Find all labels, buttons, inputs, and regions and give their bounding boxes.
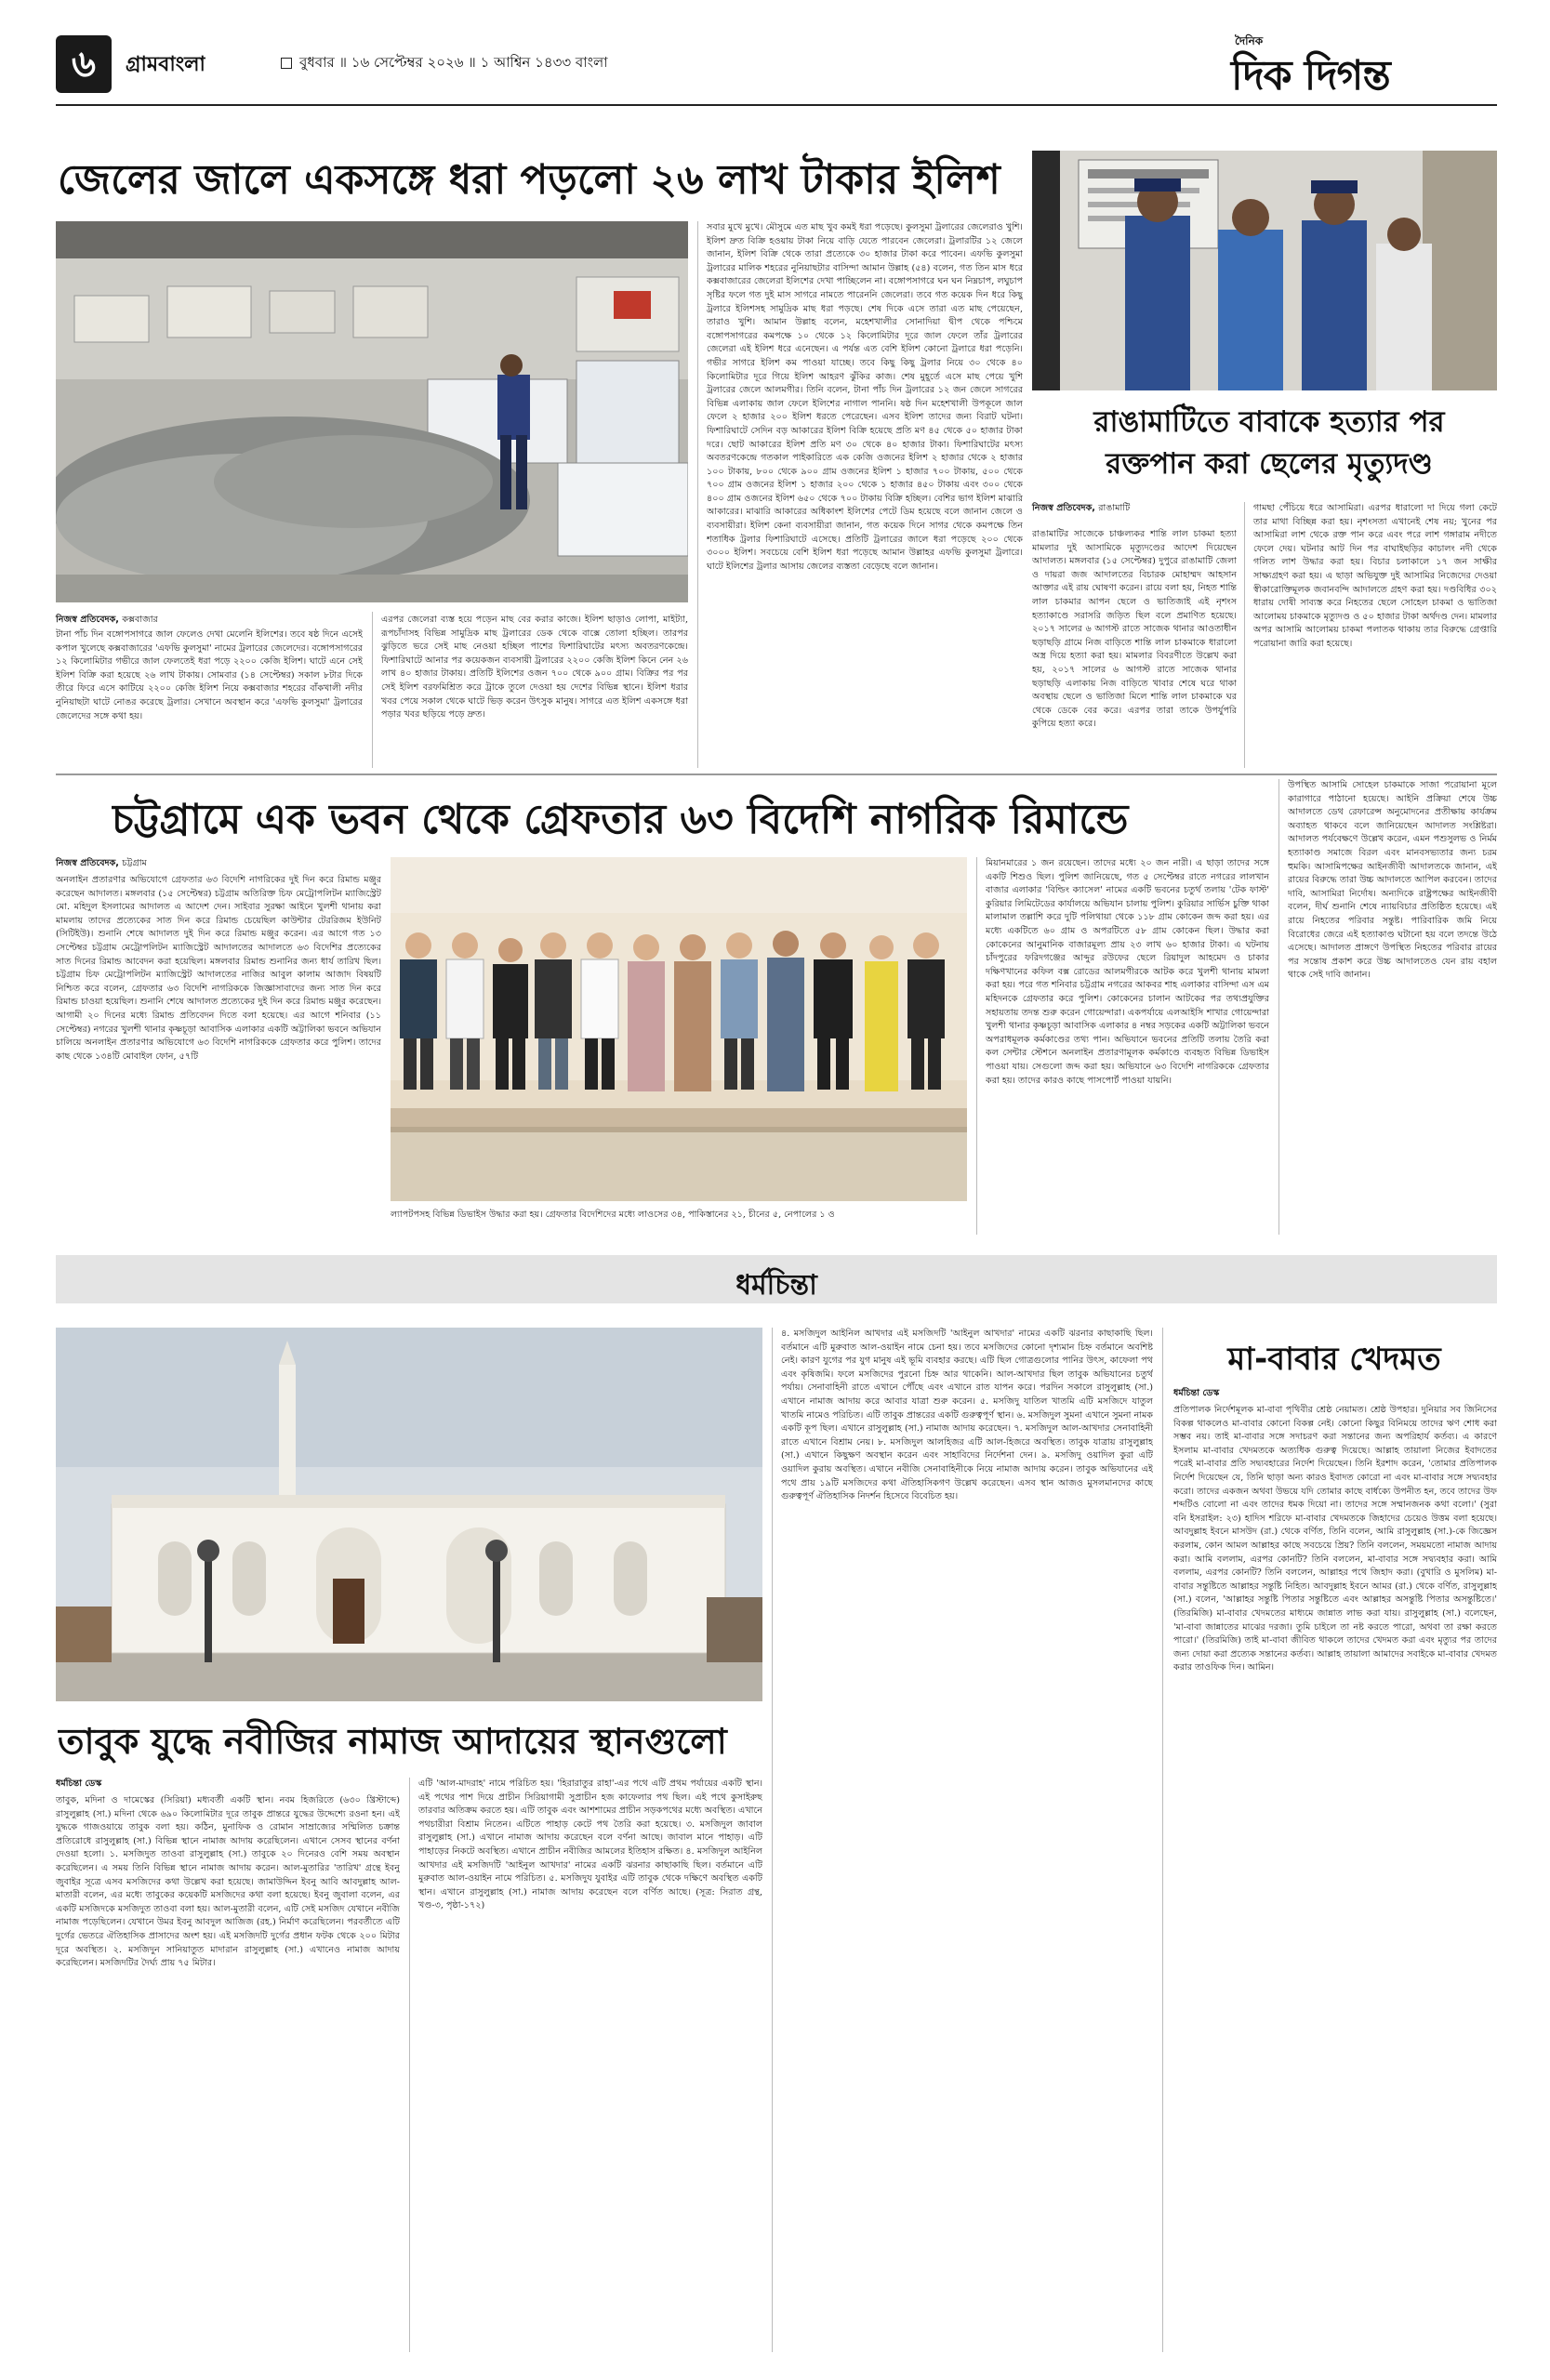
story1-col2: এরপর জেলেরা ব্যস্ত হয়ে পড়েন মাছ বের করার কাজে। ইলিশ ছাড়াও লোপা, মাইট্যা, রূপচাঁদাসহ বিভিন্ন সামুদ্রিক মাছ ট্রলারের ডেক থেকে বাক্সে তোলা হচ্ছিল। তারপর ঝুড়িতে ভরে সেই মাছ নেওয়া হচ্ছিল পাশের ফিশারিঘাটের মৎস্য অবতরণকেন্দ্রে। ফিশারিঘাটে আনার পর কয়েকজন ব্যবসায়ী ট্রলারের ২২০০ কেজি ইলিশ কিনে নেন ২৬ লাখ ৪০ হাজার টাকায়। প্রতিটি ইলিশের ওজন ৭০০ থেকে ৯০০ গ্রাম। বিক্রির পর পর সেই ইলিশ বরফমিশ্রিত করে ট্রাকে তুলে দেওয়া হয় দেশের বিভিন্ন স্থানে। ইলিশ ধরার খবর পেয়ে সকাল থেকে ঘাটে ভিড় করেন উৎসুক মানুষ। সাগরে এত ইলিশ একসঙ্গে ধরা পড়ার খবর ছড়িয়ে পড়ে দ্রুত। (381, 615, 688, 721)
story2-byline-name: নিজস্ব প্রতিবেদক, (1032, 503, 1095, 513)
tabuk-col1: তাবুক, মদিনা ও দামেস্কের (সিরিয়া) মধ্যবর্তী একটি স্থান। নবম হিজরিতে (৬৩০ খ্রিস্টাব্দে) রাসুলুল্লাহ (সা.) মদিনা থেকে ৬৯০ কিলোমিটার দূরে তাবুক প্রান্তরে যুদ্ধের উদ্দেশ্যে রওনা হন। এই যুদ্ধকে গাজওয়ায়ে তাবুক বলা হয়। কঠিন, মুনাফিক ও রোমান সাম্রাজ্যের সম্মিলিত চক্রান্ত প্রতিরোধে রাসুলুল্লাহ (সা.) বিভিন্ন স্থানে নামাজ আদায় করেছিলেন। এখানে সেসব স্থানের বর্ণনা দেওয়া হলো। ১. মসজিদুত তাওবা রাসুলুল্লাহ (সা.) তাবুকে ২০ দিনেরও বেশি সময় অবস্থান করেছিলেন। এ সময় তিনি বিভিন্ন স্থানে নামাজ আদায় করেন। আল-মুতারির 'তারিখ' গ্রন্থে ইবনু জুবাইর সূত্রে এসব মসজিদের কথা উল্লেখ করা হয়েছে। জামাউদ্দিন ইবনু আবি আবদুল্লাহ আল-মাতারী বলেন, এর মধ্যে তাবুকের কয়েকটি মসজিদের কথা বলা হয়েছে। ইবনু জুবালা বলেন, এর একটি মসজিদকে মসজিদুত তাওবা বলা হয়। আল-মুতারী বলেন, এটি সেই মসজিদ যেখানে নবীজি নামাজ পড়েছিলেন। যেখানে উমর ইবনু আবদুল আজিজ (রহ.) নির্মাণ করেছিলেন। পরবর্তীতে এটি দুর্গের ভেতরে ঐতিহাসিক প্রাসাদের অংশ হয়। এই মসজিদটি দুর্গের প্রধান ফটক থেকে ২০০ মিটার দূরে অবস্থিত। ২. মসজিদুন সানিয়াতুত মাদারান রাসুলুল্লাহ (সা.) এখানেও নামাজ আদায় করেছিলেন। মসজিদটির দৈর্ঘ্য প্রায় ৭৫ মিটার। (56, 1795, 400, 1969)
story3-byline (56, 857, 147, 871)
column-divider (409, 1778, 410, 2352)
story3-photo (391, 857, 967, 1201)
column-divider (697, 221, 698, 768)
story1-byline (56, 614, 158, 628)
story1-byline-place: কক্সবাজার (122, 615, 158, 625)
tabuk-headline: তাবুক যুদ্ধে নবীজির নামাজ আদায়ের স্থানগুলো (58, 1721, 727, 1762)
mabab-text: প্রতিপালক নির্দেশমূলক মা-বাবা পৃথিবীর শ্রেষ্ঠ নেয়ামত। শ্রেষ্ঠ উপহার। দুনিয়ার সব জিনিসের বিকল্প থাকলেও মা-বাবার কোনো বিকল্প নেই। কোনো কিছুর বিনিময়ে তাদের ঋণ শোধ করা সম্ভব নয়। তাই মা-বাবার সঙ্গে সদাচরণ করা সন্তানের জন্য অপরিহার্য কর্তব্য। এ কারণে ইসলাম মা-বাবার খেদমতকে অত্যধিক গুরুত্ব দিয়েছে। আল্লাহ তায়ালা নিজের ইবাদতের পরেই মা-বাবার প্রতি সদ্ব্যবহারের নির্দেশ দিয়েছেন। তিনি ইরশাদ করেন, 'তোমার প্রতিপালক নির্দেশ দিয়েছেন যে, তিনি ছাড়া অন্য কারও ইবাদত কোরো না এবং মা-বাবার সঙ্গে সদ্ব্যবহার করো। তাদের একজন অথবা উভয়ে যদি তোমার কাছে বার্ধক্যে উপনীত হন, তবে তাদের উফ শব্দটিও বোলো না এবং তাদের ধমক দিয়ো না। তাদের সঙ্গে সম্মানজনক কথা বলো।' (সুরা বনি ইসরাইল: ২৩) হাদিস শরিফে মা-বাবার খেদমতকে জিহাদের চেয়েও উত্তম বলা হয়েছে। আবদুল্লাহ ইবনে মাসউদ (রা.) থেকে বর্ণিত, তিনি বলেন, আমি রাসুলুল্লাহ (সা.)-কে জিজ্ঞেস করলাম, কোন আমল আল্লাহর কাছে সবচেয়ে প্রিয়? তিনি বললেন, সময়মতো নামাজ আদায় করা। আমি বললাম, এরপর কোনটি? তিনি বললেন, মা-বাবার সঙ্গে সদ্ব্যবহার করা। আমি বললাম, এরপর কোনটি? তিনি বললেন, আল্লাহর পথে জিহাদ করা। (বুখারি ও মুসলিম) মা-বাবার সন্তুষ্টিতে আল্লাহর সন্তুষ্টি নিহিত। আবদুল্লাহ ইবনে আমর (রা.) থেকে বর্ণিত, রাসুলুল্লাহ (সা.) বলেন, 'আল্লাহর সন্তুষ্টি পিতার সন্তুষ্টিতে এবং আল্লাহর অসন্তুষ্টি পিতার অসন্তুষ্টিতে।' (তিরমিজি) মা-বাবার খেদমতের মাধ্যমে জান্নাত লাভ করা যায়। রাসুলুল্লাহ (সা.) বলেছেন, 'মা-বাবা জান্নাতের মাঝের দরজা। তুমি চাইলে তা নষ্ট করতে পারো, অথবা তা রক্ষা করতে পারো।' (তিরমিজি) তাই মা-বাবা জীবিত থাকলে তাদের খেদমত করা এবং মৃত্যুর পর তাদের জন্য দোয়া করা প্রত্যেক সন্তানের কর্তব্য। আল্লাহ তায়ালা আমাদের সবাইকে মা-বাবার খেদমত করার তাওফিক দিন। আমিন। (1173, 1405, 1497, 1673)
column-divider (372, 612, 373, 768)
masthead (37, 28, 1516, 112)
tabuk-col3: ৪. মসজিদুল আইনিল আখদার এই মসজিদটি 'আইনুল আখদার' নামের একটি ঝরনার কাছাকাছি ছিল। বর্তমানে এটি মুরুবাত আল-ওয়াইন নামে চেনা হয়। তবে মসজিদের কোনো দৃশ্যমান চিহ্ন বর্তমানে অবশিষ্ট নেই। কারণ যুগের পর যুগ মানুষ এই ভূমি ব্যবহার করছে। এটি ছিল গোত্রগুলোর পানির উৎস, কাফেলা পথ এবং কৃষিজমি। ফলে মসজিদের পুরনো চিহ্ন আর থাকেনি। আল-আখদার ছিল তাবুক অভিযানের চতুর্থ পর্যায়। সেনাবাহিনী রাতে এখানে পৌঁছে এবং এখানে রাত যাপন করে। পরদিন সকালে রাসুলুল্লাহ (সা.) এখানে নামাজ আদায় করে আবার যাত্রা শুরু করেন। ৫. মসজিদু যাতিল খাতমি এটি মসজিদে যাতুল খাতমি নামেও পরিচিত। এটি তাবুক প্রান্তরের একটি গুরুত্বপূর্ণ স্থান। ৬. মসজিদুল সুমনা এখানে সুমনা নামক একটি কূপ ছিল। এখানে রাসুলুল্লাহ (সা.) নামাজ আদায় করেছেন। ৭. মসজিদুল আল-আখদার সেনাবাহিনী রাতে এখানে বিশ্রাম নেয়। ৮. মসজিদুল আলহিজর এটি আল-হিজরে অবস্থিত। তাবুক যাত্রায় রাসুলুল্লাহ (সা.) এখানে কিছুক্ষণ অবস্থান করেন এবং সাহাবিদের নির্দেশনা দেন। ৯. মসজিদু ওয়াদিল কুরা এটি ওয়াদিল কুরায় অবস্থিত। এখানে নবীজি সেনাবাহিনীকে নিয়ে নামাজ আদায় করেন। তাবুক অভিযানের এই পথে প্রায় ১৯টি মসজিদের কথা ঐতিহাসিকগণ উল্লেখ করেছেন। এসব স্থান আজও মুসলমানদের কাছে গুরুত্বপূর্ণ ঐতিহাসিক নিদর্শন হিসেবে বিবেচিত হয়। (781, 1329, 1153, 1502)
page-number: ৬ (71, 43, 96, 86)
story3-byline-name: নিজস্ব প্রতিবেদক, (56, 858, 119, 868)
story1-col3: সবার মুখে মুখে। মৌসুমে এত মাছ খুব কমই ধরা পড়েছে। কুলসুমা ট্রলারের জেলেরাও খুশি। ইলিশ দ্রুত বিক্রি হওয়ায় টাকা নিয়ে বাড়ি যেতে পারবেন জেলেরা। ট্রলারটির ১২ জেলে জানান, ইলিশ বিক্রি থেকে তারা প্রত্যেকে ৩০ হাজার টাকা করে পাবেন। এফভি কুলসুমা ট্রলারের মালিক শহরের নুনিয়াছটার বাসিন্দা আমান উল্লাহ (৫৪) বলেন, গত তিন মাস ধরে কক্সবাজারের জেলেরা ইলিশের দেখা পাচ্ছিলেন না। বঙ্গোপসাগরে ঘন ঘন নিম্নচাপ, লঘুচাপ সৃষ্টির ফলে গত দুই মাস সাগরে নামতে পারেননি জেলেরা। তবে গত কয়েক দিন ধরে কিছু ট্রলারে ইলিশসহ সামুদ্রিক মাছ ধরা পড়ছে। শেষ দিকে এসে তারা এত মাছ পেয়েছেন, তারাও খুশি। আমান উল্লাহ বলেন, মহেশখালীর সোনাদিয়া দ্বীপ থেকে পশ্চিমে বঙ্গোপসাগরের কমপক্ষে ১০ থেকে ১২ কিলোমিটার দূরে জাল ফেলে তাঁর ট্রলারের জেলেরা এই ইলিশ ধরে এনেছেন। এ পর্যন্ত এত বেশি ইলিশ কোনো ট্রলারে ধরা পড়েনি। গভীর সাগরে ইলিশ কম পাওয়া যাচ্ছে। তবে কিছু কিছু ট্রলার নিয়ে ৩০ থেকে ৪০ কিলোমিটার দূরে গিয়ে ইলিশ আহরণ ঝুঁকির কাজ। শেষ মুহূর্তে এসে মাছ পেয়ে খুশি ট্রলারের জেলে আলমগীর। তিনি বলেন, টানা পাঁচ দিন ট্রলারের ১২ জন জেলে সাগরের বিভিন্ন এলাকায় জাল ফেলে ইলিশের নাগাল পাননি। ষষ্ঠ দিন মহেশখালী উপকূলে জাল ফেলে ২ হাজার ২০০ ইলিশ ধরতে পেরেছেন। এসব ইলিশ তাদের জন্য বিরাট ঘটনা। ফিশারিঘাটে সেদিন বড় আকারের ইলিশ বিক্রি হয়েছে প্রতি মণ ৪৫ থেকে ৫০ হাজার টাকা দরে। ছোট আকারের ইলিশ প্রতি মণ ৩০ থেকে ৪০ হাজার টাকা। ফিশারিঘাটের মৎস্য অবতরণকেন্দ্রে গতকাল পাইকারিতে এক কেজি ওজনের ইলিশ ২ হাজার থেকে ২ হাজার ১০০ টাকায়, ৮০০ থেকে ৯০০ গ্রাম ওজনের ইলিশ ১ হাজার ৭০০ টাকায়, ৫০০ থেকে ৭০০ গ্রাম ওজনের ইলিশ ১ হাজার ২০০ থেকে ১ হাজার ৪৫০ টাকায় এবং ৩০০ থেকে ৪০০ গ্রাম ওজনের ইলিশ ৬৫০ থেকে ৭০০ টাকায় বিক্রি হচ্ছিল। বেশির ভাগ ইলিশ মাঝারি আকারের। মাঝারি আকারের অধিকাংশ ইলিশের পেটে ডিম হয়েছে বলে জানান জেলে ও ব্যবসায়ীরা। ইলিশ কেনা ব্যবসায়ীরা জানান, গত কয়েক দিনে সাগর থেকে কমপক্ষে তিন শতাধিক ট্রলার ফিশারিঘাটে এসেছে। প্রতিটি ট্রলারের জালে ধরা পড়েছে ২০০ থেকে ৩০০০ ইলিশ। সবচেয়ে বেশি ইলিশ ধরা পড়েছে আমান উল্লাহর এফভি কুলসুমা ট্রলারে। ঘাটে ইলিশের ট্রলার আসায় জেলের ব্যস্ততা বেড়েছে বলে জানান। (707, 222, 1023, 572)
masthead-rule (56, 104, 1497, 106)
story2-byline (1032, 502, 1130, 516)
date-line: বুধবার ॥ ১৬ সেপ্টেম্বর ২০২৬ ॥ ১ আশ্বিন ১৪৩৩ বাংলা (299, 54, 608, 71)
story3-byline-place: চট্টগ্রাম (122, 858, 147, 868)
column-divider (1278, 779, 1279, 1235)
section-rule (56, 774, 1497, 775)
logo-small-text: দৈনিক (1235, 34, 1264, 47)
story1-col1: টানা পাঁচ দিন বঙ্গোপসাগরে জাল ফেলেও দেখা মেলেনি ইলিশের। তবে ষষ্ঠ দিনে এসেই কপাল খুলেছে কক্সবাজারের 'এফভি কুলসুমা' নামের ট্রলারের জেলেদের। বঙ্গোপসাগরের ১২ কিলোমিটার গভীরে জাল ফেলতেই ধরা পড়ে ২২০০ কেজি ইলিশ। ঘাটে এনে সেই ইলিশ বিক্রি করা হয়েছে ২৬ লাখ টাকায়। সোমবার (১৪ সেপ্টেম্বর) সকাল ৮টার দিকে তীরে ফিরে এসে কাটিয়ে ২২০০ কেজি ইলিশ নিয়ে কক্সবাজার শহরের বাঁকখালী নদীর নুনিয়াছটা ঘাটে নোঙর করেছে ট্রলার। সেখানে অবস্থান করে 'এফভি কুলসুমা' ট্রলারের জেলেদের সঙ্গে কথা হয়। (56, 629, 363, 721)
column-divider (976, 857, 977, 1235)
story3-headline: চট্টগ্রামে এক ভবন থেকে গ্রেফতার ৬৩ বিদেশি নাগরিক রিমান্ডে (112, 796, 1129, 843)
story2-col1: রাঙামাটির সাজেকে চাঞ্চল্যকর শান্তি লাল চাকমা হত্যা মামলার দুই আসামিকে মৃত্যুদণ্ডের আদেশ দিয়েছেন আদালত। মঙ্গলবার (১৫ সেপ্টেম্বর) দুপুরে রাঙামাটি জেলা ও দায়রা জজ আদালতের বিচারক মোহাম্মদ আহসান আক্তার এই রায় ঘোষণা করেন। রায়ে বলা হয়, নিহত শান্তি লাল চাকমার আপন ছেলে ও ভাতিজাই এই নৃশংস হত্যাকাণ্ডে সরাসরি জড়িত ছিল বলে প্রমাণিত হয়েছে। ২০১৭ সালের ৬ আগস্ট রাতে সাজেক থানার আওতাধীন ছড়াছড়ি গ্রামে নিজ বাড়িতে শান্তি লাল চাকমাকে ধারালো অস্ত্র দিয়ে হত্যা করা হয়। মামলার বিবরণীতে উল্লেখ করা হয়, ২০১৭ সালের ৬ আগস্ট রাতে সাজেক থানার ছড়াছড়ি এলাকায় নিজ বাড়িতে খাবার শেষে ঘরে থাকা অবস্থায় ছেলে ও ভাতিজা মিলে শান্তি লাল চাকমাকে ঘর থেকে ডেকে বের করে। এরপর তারা তাকে উপর্যুপরি কুপিয়ে হত্যা করে। (1032, 529, 1237, 730)
column-divider (1244, 502, 1245, 768)
logo (1218, 28, 1516, 102)
story3-col2: মিয়ানমারের ১ জন রয়েছেন। তাদের মধ্যে ২০ জন নারী। এ ছাড়া তাদের সঙ্গে একটি শিশুও ছিল। পুলিশ জানিয়েছে, গত ৫ সেপ্টেম্বর রাতে নগরের লালখান বাজার এলাকার 'বিল্ডিং ক্যাসেল' নামের একটি ভবনের চতুর্থ তলায় 'টেক ফাস্ট' কুরিয়ার লিমিটেডের কার্যালয়ে অভিযান চালায় পুলিশ। কুরিয়ার সার্ভিস চুক্তি থাকা মালামাল তল্লাশি করে দুটি পলিথায়া থেকে ১১৮ গ্রাম কোকেন জব্দ করা হয়। এর মধ্যে একটিতে ৬০ গ্রাম ও অপরটিতে ৫৮ গ্রাম কোকেন ছিল। উদ্ধার করা কোকেনের আনুমানিক বাজারমূল্য প্রায় ২৩ লাখ ৬০ হাজার টাকা। এ ঘটনায় চাঁদপুরের ফরিদগঞ্জের আব্দুর রউফের ছেলে রিয়াদুল আহমেদ ও চাকার দক্ষিণখানের কফিল বক্স রোডের আলমগীরকে আটক করে খুলশী থানায় মামলা করা হয়। পরে গত শনিবার চট্টগ্রাম নগরের আকবর শাহ এলাকার বাসিন্দা এস এম মহিদনকে গ্রেফতার করে পুলিশ। কোকেনের চালান আটকের পর তথ্যপ্রযুক্তির সহায়তায় তদন্ত শুরু করেন গোয়েন্দারা। একপর্যায়ে এলআইসি শাখার গোয়েন্দারা খুলশী থানার কৃষ্ণচূড়া আবাসিক এলাকার ৪ নম্বর সড়কের একটি অট্টালিকা ভবনে অপরাধমূলক কর্মকাণ্ডের তথ্য পান। অভিযানে ভবনের প্রতিটি তলায় তৈরি করা কল সেন্টার স্টেশনে অনলাইন প্রতারণামূলক কর্মকাণ্ডে ব্যবহৃত বিভিন্ন ডিভাইস পাওয়া যায়। সেগুলো জব্দ করা হয়। অভিযানে ৬৩ বিদেশি নাগরিককে গ্রেফতার করা হয়। তাদের কারও কাছে পাসপোর্ট পাওয়া যায়নি। (986, 858, 1269, 1086)
story2-byline-place: রাঙামাটি (1098, 503, 1131, 513)
date-marker (281, 58, 292, 69)
tabuk-byline: ধর্মচিন্তা ডেস্ক (56, 1778, 102, 1789)
section-name: গ্রামবাংলা (126, 53, 205, 76)
column-divider (772, 1328, 773, 2352)
mabab-headline: মা-বাবার খেদমত (1227, 1341, 1441, 1378)
tabuk-col2: এটি 'আল-মাদরাহ' নামে পরিচিত হয়। 'হিরারাতুর রাহা'-এর পথে এটি প্রথম পর্যায়ের একটি স্থান। এই পথের পাশ দিয়ে প্রাচীন সিরিয়াগামী সুপ্রাচীন হজ কাফেলার পথ ছিল। এই পথে কুসাইরুছ তারবার অতিক্রম করতে হয়। এটি তাবুক এবং আশশামের প্রাচীন সড়কপথের মধ্যে অবস্থিত। এখানে পথচারীরা বিশ্রাম নিতেন। এটিতে পাহাড় কেটে পথ তৈরি করা হয়েছে। ৩. মসজিদুল জাবাল রাসুলুল্লাহ (সা.) এখানে নামাজ আদায় করেছেন বলে বর্ণনা আছে। জাবাল মানে পাহাড়। এটি পাহাড়ের নিকটে অবস্থিত। এখানে প্রাচীন নবীজির আমলের ইতিহাস রক্ষিত। ৪. মসজিদুল আইনিল আখদার এই মসজিদটি 'আইনুল আখদার' নামের একটি ঝরনার কাছাকাছি ছিল। বর্তমানে এটি মুরুবাত আল-ওয়াইন নামে পরিচিত। ৫. মসজিদুয যুবাইর এটি তাবুক থেকে দক্ষিণে অবস্থিত একটি স্থান। এখানে রাসুলুল্লাহ (সা.) নামাজ আদায় করেছেন বলে বর্ণিত আছে। (সূত্র: সিরাত গ্রন্থ, খণ্ড-৩, পৃষ্ঠা-১৭২) (418, 1778, 762, 1911)
story2-headline-line1: রাঙামাটিতে বাবাকে হত্যার পর (1093, 405, 1445, 439)
story1-headline: জেলের জালে একসঙ্গে ধরা পড়লো ২৬ লাখ টাকার ইলিশ (58, 156, 1000, 204)
story2-col2: গামছা পেঁচিয়ে ধরে আসামিরা। এরপর ধারালো দা দিয়ে গলা কেটে তার মাথা বিচ্ছিন্ন করা হয়। নৃশংসতা এখানেই শেষ নয়; খুনের পর আসামিরা লাশ থেকে রক্ত পান করে এবং পরে লাশ গঙ্গারাম নদীতে ফেলে দেয়। ঘটনার আট দিন পর বাঘাইছড়ির কাচালং নদী থেকে গলিত লাশ উদ্ধার করা হয়। বিচার চলাকালে ১৭ জন সাক্ষীর সাক্ষ্যগ্রহণ করা হয়। এ ছাড়া অভিযুক্ত দুই আসামির নিজেদের দেওয়া স্বীকারোক্তিমূলক জবানবন্দি আদালতে গ্রহণ করা হয়। দণ্ডবিধির ৩০২ ধারায় দোষী সাব্যস্ত করে নিহতের ছেলে সোহেল চাকমা ও ভাতিজা আলোময় চাকমাকে মৃত্যুদণ্ড ও ৫০ হাজার টাকা অর্থদণ্ড দেন। মামলার অপর আসামি আলোময় চাকমা পলাতক থাকায় তার বিরুদ্ধে গ্রেপ্তারি পরোয়ানা জারি করা হয়েছে। (1253, 503, 1497, 649)
story2-col3: উপস্থিত আসামি সোহেল চাকমাকে সাজা পরোয়ানা মূলে কারাগারে পাঠানো হয়েছে। আইনি প্রক্রিয়া শেষে উচ্চ আদালতে ডেথ রেফারেন্স অনুমোদনের প্রতীক্ষায় কার্যক্রম অব্যাহত থাকবে বলে জানিয়েছেন আদালত সংশ্লিষ্টরা। আদালত পর্যবেক্ষণে উল্লেখ করেন, এমন পশুসুলভ ও নির্মম হত্যাকাণ্ড সমাজে বিরল এবং মানবসভ্যতার জন্য চরম হুমকি। আসামিপক্ষের আইনজীবী আদালতকে জানান, এই রায়ের বিরুদ্ধে তারা উচ্চ আদালতে আপিল করবেন। তাদের দাবি, আসামিরা নির্দোষ। অন্যদিকে রাষ্ট্রপক্ষের আইনজীবী বলেন, দীর্ঘ শুনানি শেষে ন্যায়বিচার প্রতিষ্ঠিত হয়েছে। এই রায়ে নিহতের পরিবার সন্তুষ্ট। পারিবারিক জমি নিয়ে বিরোধের জেরে এই হত্যাকাণ্ড ঘটানো হয় বলে তদন্তে উঠে এসেছে। আদালত প্রাঙ্গণে উপস্থিত নিহতের পরিবার রায়ের পর সন্তোষ প্রকাশ করে উচ্চ আদালতেও যেন রায় বহাল থাকে সেই দাবি জানান। (1288, 780, 1497, 981)
mabab-byline: ধর্মচিন্তা ডেস্ক (1173, 1388, 1220, 1398)
story2-headline-line2: রক্তপান করা ছেলের মৃত্যুদণ্ড (1106, 447, 1433, 481)
story3-col1: অনলাইন প্রতারণার অভিযোগে গ্রেফতার ৬৩ বিদেশি নাগরিকের দুই দিন করে রিমান্ড মঞ্জুর করেছেন আদালত। মঙ্গলবার (১৫ সেপ্টেম্বর) চট্টগ্রাম অতিরিক্ত চিফ মেট্রোপলিটন ম্যাজিস্ট্রেট মো. মহিদুল ইসলামের আদালত এ আদেশ দেন। সাইবার সুরক্ষা আইনে খুলশী থানায় করা মামলায় তাদের প্রত্যেকের সাত দিন করে রিমান্ড চেয়েছিল কাউন্টার টেররিজম ইউনিট (সিটিইউ)। শুনানি শেষে আদালত দুই দিন করে রিমান্ড মঞ্জুর করেন। এর আগে গত ১৩ সেপ্টেম্বর চট্টগ্রাম মেট্রোপলিটন ম্যাজিস্ট্রেট আদালতের আদালতে ৬৩ বিদেশির প্রত্যেকের সাত দিনের রিমান্ড আবেদন করা হয়েছিল। মঙ্গলবার রিমান্ড শুনানির জন্য ধার্য তারিখ ছিল। চট্টগ্রাম চিফ মেট্রোপলিটন ম্যাজিস্ট্রেট আদালতের নাজির আবুল কালাম আজাদ বিষয়টি নিশ্চিত করে বলেন, গ্রেফতার ৬৩ বিদেশি নাগরিককে জিজ্ঞাসাবাদের জন্য সাত দিন করে রিমান্ড চাওয়া হয়েছিল। শুনানি শেষে আদালত প্রত্যেকের দুই দিন করে রিমান্ড মঞ্জুর করেছেন। আগামী ২০ দিনের মধ্যে রিমান্ড প্রতিবেদন দিতে বলা হয়েছে। এর আগে শনিবার (১১ সেপ্টেম্বর) নগরের খুলশী থানার কৃষ্ণচূড়া আবাসিক এলাকার একটি অট্টালিকা ভবনে অভিযান চালিয়ে অনলাইন প্রতারণার অভিযোগে ৬৩ বিদেশি নাগরিককে গ্রেফতার করে পুলিশ। তাদের কাছ থেকে ১৩৪টি মোবাইল ফোন, ৫৭টি (56, 875, 381, 1062)
story1-photo (56, 221, 688, 602)
logo-main-text: দিক দিগন্ত (1231, 52, 1390, 99)
mosque-photo (56, 1328, 762, 1701)
story3-caption: ল্যাপটপসহ বিভিন্ন ডিভাইস উদ্ধার করা হয়। গ্রেফতার বিদেশিদের মধ্যে লাওসের ৩৪, পাকিস্তানের ২১, চীনের ৫, নেপালের ১ ও (391, 1210, 835, 1220)
story2-photo (1032, 151, 1497, 390)
column-divider (1162, 1328, 1163, 2352)
dharma-banner: ধর্মচিন্তা (735, 1269, 817, 1302)
story1-byline-name: নিজস্ব প্রতিবেদক, (56, 615, 119, 625)
